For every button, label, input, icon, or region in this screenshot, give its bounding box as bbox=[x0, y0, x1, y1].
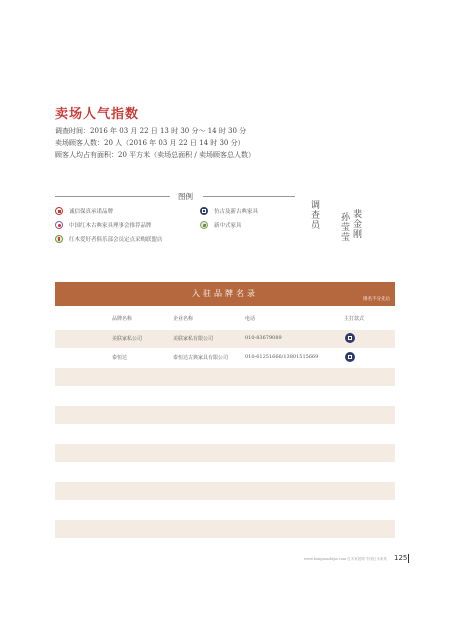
survey-time: 调查时间：2016 年 03 月 22 日 13 时 30 分～ 14 时 30 分 bbox=[55, 127, 247, 135]
phone-cell: 010-61251666/13801515669 bbox=[245, 354, 319, 360]
table-row-empty bbox=[55, 501, 395, 519]
ranking-note: 排名不分先后 bbox=[363, 297, 390, 302]
area-per-customer: 顾客人均占有面积：20 平方米（卖场总面积 / 卖场顾客总人数） bbox=[55, 151, 255, 159]
column-header-style: 主打款式 bbox=[344, 316, 365, 322]
legend-item-club bbox=[55, 235, 163, 243]
table-row-empty bbox=[55, 444, 395, 462]
phone-cell: 010-83679089 bbox=[245, 335, 282, 341]
legend-label: 仿古及新古典家具 bbox=[214, 209, 259, 215]
table-row bbox=[55, 330, 395, 348]
legend-title: 图例 bbox=[178, 192, 193, 201]
legend-item-antique bbox=[200, 207, 258, 215]
surveyor-name: 裴金刚 bbox=[351, 209, 361, 239]
legend-divider-right bbox=[203, 196, 295, 197]
column-header-phone: 电话 bbox=[245, 316, 256, 322]
legend-item-recommended bbox=[55, 221, 152, 229]
legend-label: 新中式家具 bbox=[214, 223, 242, 229]
surveyor-name: 孙莹莹 bbox=[339, 212, 349, 242]
legend-item-new-chinese bbox=[200, 221, 242, 229]
table-row-empty bbox=[55, 406, 395, 424]
table-row-empty bbox=[55, 387, 395, 405]
table-row-empty bbox=[55, 520, 395, 538]
table-row-empty bbox=[55, 482, 395, 500]
footer-url: www.hongmuzhijia.com 红木家居网 中国红木家具 bbox=[304, 557, 387, 561]
navy-badge-icon bbox=[345, 352, 355, 362]
legend-label: 诚信保真承诺品牌 bbox=[69, 209, 114, 215]
table-row-empty bbox=[55, 368, 395, 386]
navy-badge-icon bbox=[345, 333, 355, 343]
page-number-divider bbox=[408, 554, 409, 563]
page-number: 125 bbox=[394, 554, 408, 562]
green-seal-icon bbox=[55, 235, 63, 243]
leaf-icon bbox=[200, 221, 208, 229]
brand-cell: 美联家私公司 bbox=[112, 336, 143, 342]
navy-badge-icon bbox=[200, 207, 208, 215]
legend-divider-left bbox=[55, 196, 170, 197]
legend-item-guarantee bbox=[55, 207, 113, 215]
brand-list-title: 入驻品牌名录 bbox=[192, 289, 258, 298]
table-row-empty bbox=[55, 463, 395, 481]
table-row-empty bbox=[55, 425, 395, 443]
purple-seal-icon bbox=[55, 221, 63, 229]
legend-label: 中国红木古典家具理事会推荐品牌 bbox=[69, 223, 152, 229]
surveyor-label: 调查员 bbox=[309, 200, 319, 230]
company-cell: 泰恒达古典家具有限公司 bbox=[173, 355, 229, 361]
brand-list-banner bbox=[55, 282, 395, 306]
company-cell: 美联家私有限公司 bbox=[173, 336, 214, 342]
brand-cell: 泰恒达 bbox=[112, 355, 128, 361]
red-seal-icon bbox=[55, 207, 63, 215]
column-header-company: 企业名称 bbox=[173, 316, 194, 322]
column-header-brand: 品牌名称 bbox=[112, 316, 133, 322]
legend-label: 红木爱好者俱乐部会员定点采购联盟店 bbox=[69, 237, 163, 243]
table-row bbox=[55, 349, 395, 367]
page-title: 卖场人气指数 bbox=[55, 107, 140, 122]
customer-count: 卖场顾客人数：20 人（2016 年 03 月 22 日 14 时 30 分） bbox=[55, 139, 245, 147]
